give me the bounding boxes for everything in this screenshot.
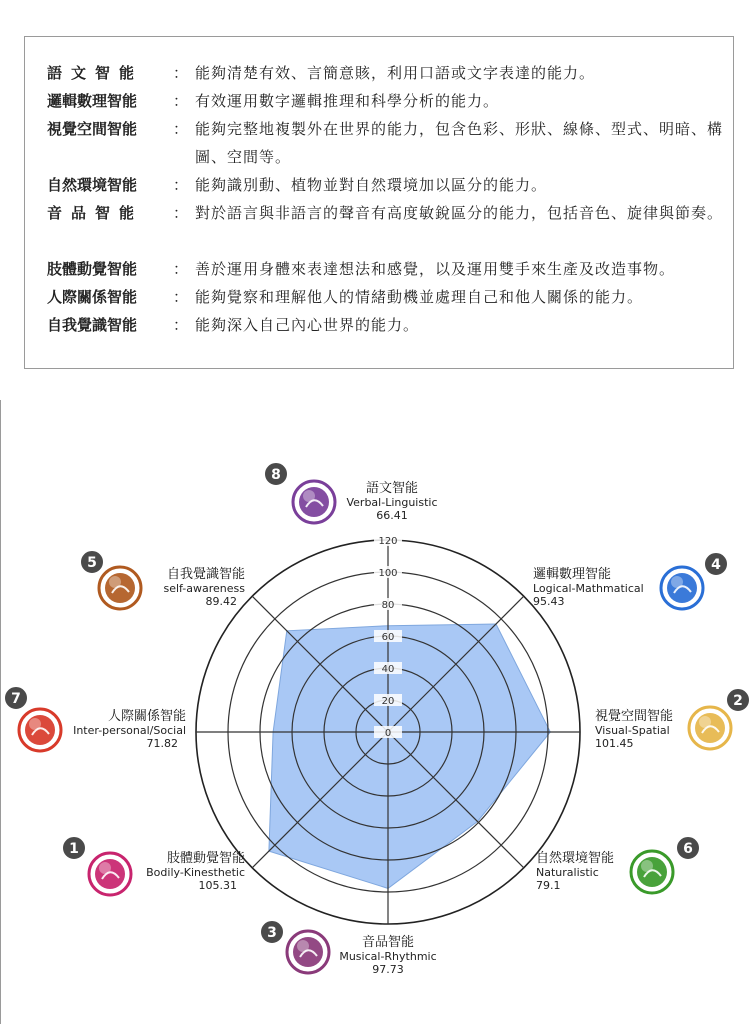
definition-text: 能夠識別動、植物並對自然環境加以區分的能力。 [195,176,548,194]
definition-term: 語文智能 [47,64,144,82]
tick-label: 80 [381,600,395,611]
icon-disc [637,857,667,887]
axis-label-en: Logical-Mathmatical [533,582,644,595]
definition-text: 能夠清楚有效、言簡意賅，利用口語或文字表達的能力。 [195,64,596,82]
definition-text: 能夠深入自己內心世界的能力。 [195,316,420,334]
axis-label-en: Bodily-Kinesthetic [146,866,245,879]
icon-disc [95,859,125,889]
axis-label-en: self-awareness [163,582,245,595]
axis-label-en: Musical-Rhythmic [339,950,437,963]
tick-label: 20 [381,696,395,707]
rank-badge-number: 2 [733,693,743,709]
rank-badge-number: 4 [711,557,721,573]
icon-disc [695,713,725,743]
definition-term: 自我覺識智能 [47,316,138,334]
axis-value-label: 105.31 [198,879,237,892]
tick-label: 40 [381,664,395,675]
axis-label-en: Verbal-Linguistic [346,496,438,509]
axis-value-label: 66.41 [376,509,408,522]
icon-disc [667,573,697,603]
definition-term: 自然環境智能 [47,176,138,194]
axis-value-label: 71.82 [146,737,178,750]
definition-colon: ： [173,92,189,110]
definition-text: 能夠覺察和理解他人的情緒動機並處理自己和他人關係的能力。 [195,288,644,306]
icon-disc [299,487,329,517]
tick-label: 60 [381,632,395,643]
definition-colon: ： [173,260,189,278]
axis-label-en: Visual-Spatial [595,724,670,737]
definition-text: 善於運用身體來表達想法和感覺，以及運用雙手來生產及改造事物。 [195,260,676,278]
axis-label-zh: 音品智能 [361,935,415,950]
definition-colon: ： [173,176,189,194]
icon-disc [25,715,55,745]
definition-term: 邏輯數理智能 [47,92,138,110]
icon-disc [293,937,323,967]
definition-term: 視覺空間智能 [47,120,138,138]
axis-value-label: 79.1 [536,879,561,892]
icon-disc [105,573,135,603]
axis-label-zh: 邏輯數理智能 [533,567,612,582]
definition-text: 有效運用數字邏輯推理和科學分析的能力。 [195,92,500,110]
definition-colon: ： [173,204,189,222]
definition-colon: ： [173,288,189,306]
axis-value-label: 101.45 [595,737,634,750]
axis-value-label: 97.73 [372,963,404,976]
rank-badge-number: 5 [87,555,97,571]
axis-label-en: Naturalistic [536,866,599,879]
axis-label-zh: 自我覺識智能 [166,567,245,582]
axis-value-label: 95.43 [533,595,565,608]
tick-label: 120 [378,536,398,547]
rank-badge-number: 1 [69,841,79,857]
axis-label-zh: 視覺空間智能 [595,709,674,724]
definition-term: 人際關係智能 [47,288,138,306]
axis-label-zh: 人際關係智能 [107,709,186,724]
definition-term: 音品智能 [47,204,144,222]
definition-colon: ： [173,120,189,138]
definition-term: 肢體動覺智能 [47,260,138,278]
axis-label-zh: 自然環境智能 [536,851,615,866]
rank-badge-number: 3 [267,925,277,941]
tick-label: 0 [384,728,392,739]
axis-label-zh: 語文智能 [365,481,419,496]
rank-badge-number: 8 [271,467,281,483]
definition-text: 對於語言與非語言的聲音有高度敏銳區分的能力，包括音色、旋律與節奏。 [195,204,724,222]
definition-text: 能夠完整地複製外在世界的能力，包含色彩、形狀、線條、型式、明暗、構圖、空間等。 [195,120,724,166]
tick-label: 100 [378,568,398,579]
rank-badge-number: 6 [683,841,693,857]
axis-label-en: Inter-personal/Social [73,724,186,737]
definition-colon: ： [173,64,189,82]
axis-label-zh: 肢體動覺智能 [166,851,245,866]
rank-badge-number: 7 [11,691,21,707]
axis-value-label: 89.42 [205,595,237,608]
definition-colon: ： [173,316,189,334]
